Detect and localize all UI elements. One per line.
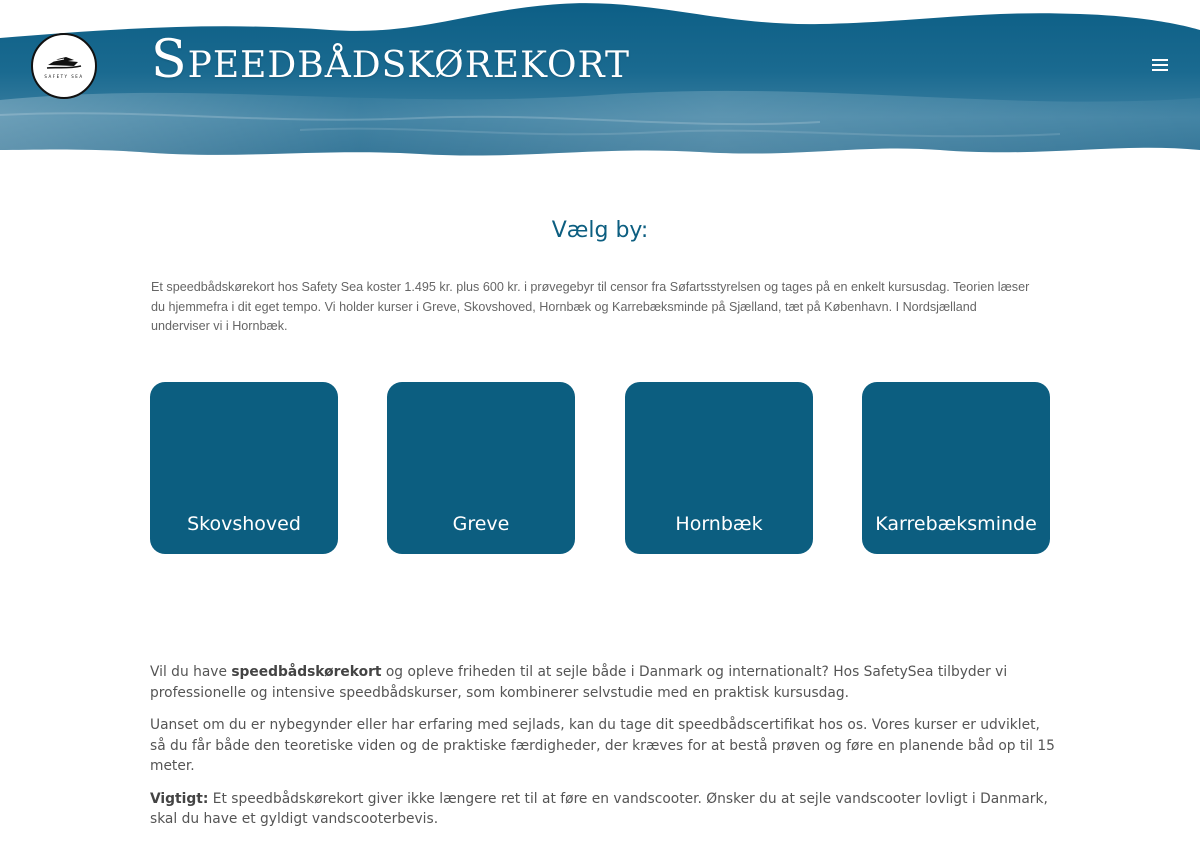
p1-text-end: og opleve friheden til at sejle både i Danmark og internationalt? Hos SafetySea tilbyder vi professionelle og intensive speedbådskurser, som kombinerer selvstudie med en praktisk kursusdag.	[150, 664, 1008, 701]
page-title: Speedbådskørekort	[151, 30, 630, 90]
city-label: Hornbæk	[675, 513, 763, 535]
choose-city-heading: Vælg by:	[551, 218, 649, 243]
city-label: Skovshoved	[187, 513, 301, 535]
p1-bold-keyword: speedbådskørekort	[231, 664, 382, 680]
p1-text-start: Vil du have	[150, 664, 232, 680]
city-label: Greve	[452, 513, 510, 535]
body-paragraph-2: Uanset om du er nybegynder eller har erfaring med sejlads, kan du tage dit speedbådscertifikat hos os. Vores kurser er udviklet, så du får både den teoretiske viden og de praktiske færdigheder, der kræves for at bestå prøven og føre en planende båd op til 15 meter.	[150, 717, 1055, 774]
city-card-karrebaeksminde[interactable]	[862, 382, 1050, 554]
speedboat-icon	[44, 53, 84, 73]
body-paragraph-1	[150, 662, 1055, 703]
city-card-hornbaek[interactable]	[625, 382, 813, 554]
important-label: Vigtigt:	[150, 790, 209, 807]
logo-text: SAFETY SEA	[44, 74, 84, 79]
hero-banner	[0, 0, 1200, 175]
menu-bar	[1152, 64, 1168, 66]
city-card-skovshoved[interactable]	[150, 382, 338, 554]
hamburger-menu-icon[interactable]	[1150, 57, 1170, 73]
body-text	[150, 662, 1055, 842]
p3-text: Et speedbådskørekort giver ikke længere ret til at føre en vandscooter. Ønsker du at sejle vandscooter lovligt i Danmark, skal du have et gyldigt vandscooterbevis.	[150, 790, 1048, 827]
body-paragraph-3	[150, 789, 1055, 830]
city-card-greve[interactable]	[387, 382, 575, 554]
city-label: Karrebæksminde	[875, 513, 1037, 535]
menu-bar	[1152, 69, 1168, 71]
safety-sea-logo[interactable]	[31, 33, 97, 99]
city-cards	[150, 382, 1050, 554]
menu-bar	[1152, 59, 1168, 61]
intro-paragraph: Et speedbådskørekort hos Safety Sea koster 1.495 kr. plus 600 kr. i prøvegebyr til censor fra Søfartsstyrelsen og tages på en enkelt kursusdag. Teorien læser du hjemmefra i dit eget tempo. Vi holder kurser i Greve, Skovshoved, Hornbæk og Karrebæksminde på Sjælland, tæt på København. I Nordsjælland underviser vi i Hornbæk.	[151, 280, 1030, 333]
